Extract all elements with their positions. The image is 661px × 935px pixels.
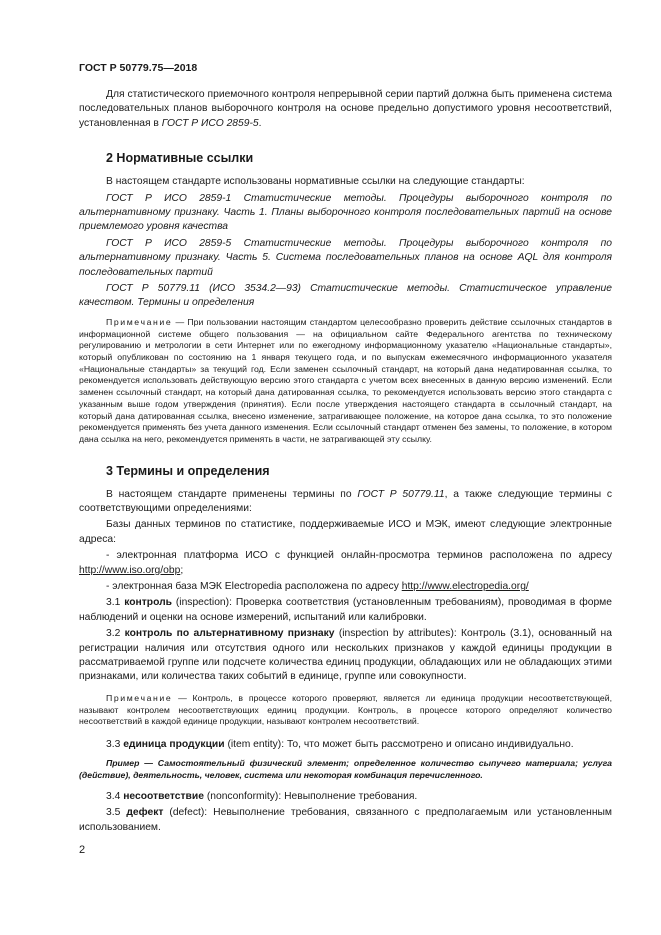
section-3-lead <box>79 488 612 517</box>
iso-platform-line <box>79 549 612 578</box>
section-2-heading: 2 Нормативные ссылки <box>106 151 254 166</box>
note-label: Примечание <box>106 316 173 327</box>
note-label: Примечание <box>106 692 173 703</box>
intro-standard-ref: ГОСТ Р ИСО 2859-5 <box>161 117 259 129</box>
term-3-2 <box>79 627 612 685</box>
term-3-2-note <box>79 693 612 728</box>
note-text: — Контроль, в процессе которого проверяют, является ли единица продукции несоответствующей, называют контролем несоответствующих единиц продукции. Контроль, в процессе которого определяют количество несоответствий в каждой единице продукции, называют контролем несоответствий. <box>79 692 612 727</box>
section-2-note <box>79 317 612 446</box>
term-3-1 <box>79 596 612 625</box>
term-definition: (nonconformity): Невыполнение требования. <box>203 790 418 802</box>
iso-platform-text: - электронная платформа ИСО с функцией онлайн-просмотра терминов расположена по адресу <box>106 550 612 562</box>
section-3-heading: 3 Термины и определения <box>106 463 270 478</box>
iec-electropedia-text: - электронная база МЭК Electropedia расположена по адресу <box>106 581 402 593</box>
term-databases-intro: Базы данных терминов по статистике, поддерживаемые ИСО и МЭК, имеют следующие электронные адреса: <box>79 519 612 545</box>
intro-paragraph <box>79 88 612 131</box>
term-number: 3.4 <box>106 790 124 802</box>
electropedia-link[interactable]: http://www.electropedia.org/ <box>401 581 529 593</box>
intro-text: Для статистического приемочного контроля непрерывной серии партий должна быть применена система последовательных планов выборочного контроля на основе предельно допустимого уровня несоответствий, установленная в <box>79 89 612 129</box>
iec-electropedia-line <box>79 580 612 594</box>
section-3-lead-end: , а также следующие термины с соответствующими определениями: <box>79 488 612 515</box>
term-name: несоответствие <box>123 790 204 802</box>
document-header: ГОСТ Р 50779.75—2018 <box>79 62 198 74</box>
term-3-3 <box>79 738 612 752</box>
term-name: дефект <box>126 807 164 819</box>
page-content <box>79 88 612 835</box>
section-2-lead: В настоящем стандарте использованы нормативные ссылки на следующие стандарты: <box>106 176 525 188</box>
iso-platform-end: ; <box>180 564 184 576</box>
term-3-4 <box>79 790 612 804</box>
term-definition: (item entity): То, что может быть рассмотрено и описано индивидуально. <box>224 739 574 750</box>
intro-text-end: . <box>258 117 262 129</box>
term-number: 3.5 <box>106 807 127 819</box>
term-number: 3.1 <box>106 597 125 609</box>
term-name: контроль по альтернативному признаку <box>124 628 335 640</box>
section-3-lead-ref: ГОСТ Р 50779.11 <box>357 488 445 500</box>
term-number: 3.3 <box>106 739 124 750</box>
term-definition: (inspection by attributes): Контроль (3.1), основанный на регистрации наличия или отсутствия одного или нескольких признаков у каждой единицы продукции в рассматриваемой группе или подсчете количества единиц продукции, обладающих или не обладающих этими признаками, или количества таких событий в единице, группе или совокупности. <box>79 628 612 683</box>
normative-ref-1: ГОСТ Р ИСО 2859-1 Статистические методы. Процедуры выборочного контроля по альтернативному признаку. Часть 1. Планы выборочного контроля последовательных партий на основе приемлемого уровня качества <box>79 192 612 233</box>
section-3-lead-text: В настоящем стандарте применены термины по <box>106 488 358 500</box>
term-3-3-example: Пример — Самостоятельный физический элемент; определенное количество сыпучего материала; услуга (действие), деятельность, человек, система или некоторая комбинация перечисленного. <box>79 758 612 781</box>
note-text: — При пользовании настоящим стандартом целесообразно проверить действие ссылочных стандартов в информационной системе общего пользования — на официальном сайте Федерального агентства по техническому регулированию и метрологии в сети Интернет или по ежегодному информационному указателю «Национальные стандарты», который опубликован по состоянию на 1 января текущего года, и по выпускам ежемесячного информационного указателя «Национальные стандарты» за текущий год. Если заменен ссылочный стандарт, на который дана недатированная ссылка, то рекомендуется использовать действующую версию этого стандарта с учетом всех внесенных в данную версию изменений. Если заменен ссылочный стандарт, на который дана датированная ссылка, то рекомендуется использовать версию этого стандарта с указанным выше годом утверждения (принятия). Если после утверждения настоящего стандарта в ссылочный стандарт, на который дана датированная ссылка, внесено изменение, затрагивающее положение, на которое дана ссылка, то это положение рекомендуется применять без учета данного изменения. Если ссылочный стандарт отменен без замены, то положение, в котором дана ссылка на него, рекомендуется применять в части, не затрагивающей эту ссылку. <box>79 316 612 444</box>
page-number: 2 <box>79 844 86 856</box>
iso-obp-link[interactable]: http://www.iso.org/obp <box>79 564 181 576</box>
term-3-5 <box>79 806 612 835</box>
term-number: 3.2 <box>106 628 125 640</box>
term-definition: (inspection): Проверка соответствия (установленным требованиям), проводимая в форме наблюдений и оценки на основе измерений, испытаний или калибровки. <box>79 597 612 623</box>
normative-ref-2: ГОСТ Р ИСО 2859-5 Статистические методы. Процедуры выборочного контроля по альтернативному признаку. Часть 5. Система последовательных планов на основе AQL для контроля последовательных партий <box>79 237 612 278</box>
normative-ref-3: ГОСТ Р 50779.11 (ИСО 3534.2—93) Статистические методы. Статистическое управление качеством. Термины и определения <box>79 283 612 309</box>
term-definition: (defect): Невыполнение требования, связанного с предполагаемым или установленным использованием. <box>79 807 612 833</box>
term-name: контроль <box>124 597 172 609</box>
term-name: единица продукции <box>123 739 225 750</box>
